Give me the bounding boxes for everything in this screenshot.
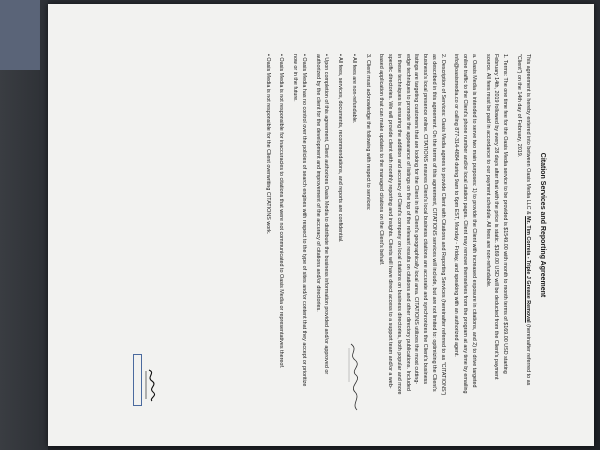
client-name: Mr. Tim Correia - Triple J Grease Removal xyxy=(524,216,531,323)
bullet-item: • Oasis Media is not responsible for inaccuracies to citations that were not communicated to Oasis Media or representatives thereof. xyxy=(278,54,285,369)
intro-text: This agreement is hereby entered into between Oasis Media LLC & xyxy=(524,54,531,215)
agreement-document xyxy=(48,10,588,440)
document-title: Citation Services and Reporting Agreement xyxy=(539,152,546,298)
handwritten-signature xyxy=(346,342,362,412)
purpose-paragraph: a. Oasis Media is intended to serve two main purposes: 1) to provide the Client with increased exposure in citations, and 2) to drive targeted online traffic to the Client's phone number and/or local citation pages. Client may remove themselves from the program at any time by emailing info@oasismedia.co or calling 877-314-4884 during 9am to 6pm EST, Monday - Friday, and speaking with an authorized agent. xyxy=(453,54,477,394)
signature-mark xyxy=(144,368,158,402)
bullet-item: • Oasis Media is not responsible for the Client overwriting CITATIONS work. xyxy=(264,54,271,235)
bullet-item: • All fees are non-refundable. xyxy=(350,54,357,124)
blue-stamp xyxy=(133,354,142,406)
bullet-item: • All fees, services, documents, recommendations, and reports are confidential. xyxy=(337,54,344,243)
terms-paragraph: 1. Terms: The one time fee for the Oasis Media service to be provided is $1549.00 with month to month terms of $169.00 USD starting February 14th, 2019 followed by every 28 days after that with the price is static. $169.00 USD will be deducted from the Client's payment source. All fees must be paid in accordance to our payment schedule. All fees are non-refundable. xyxy=(484,54,509,380)
intro-paragraph xyxy=(514,54,532,396)
acknowledge-paragraph: 3. Client must acknowledge the following with respect to services: xyxy=(364,54,371,211)
intro-rest: (hereinafter referred to as "Client") on the 14th day of February, 2019. xyxy=(515,54,531,386)
paper-sheet xyxy=(48,4,594,446)
bullet-item: • Oasis Media has no control over the policies of search engines with respect to the type of sites and/or content that they accept or prioritize now or in the future. xyxy=(292,54,307,387)
description-paragraph: 2. Description of Services: Oasis Media agrees to provide Client with Citations and Reporting Services (hereinafter referred to as "CITATIONS") as described in this agreement. On the terms of this agreement, CITATIONS services will include, but are not limited to: optimizing the Client's business's local presence online. CITATIONS ensures Client's local business citations are accurate and synchronizes the Client's business listings are targeting customers that are looking for the Client in the Client's geographically local area. CITATIONS utilizes the most cutting-edge techniques to promote the appearance of listings on the top of the relevant results on citations and other directory publications. Included in these techniques is ensuring the addition and accuracy of Client's company on local citations on business directories, both popular and more specific directories. We will provide client with monthly reporting and insights. Clients will have direct access to a support team and/or a web-based application that can make updates to the managed citations on the Client's behalf. xyxy=(378,54,446,396)
bullet-item: • Upon completion of this agreement, Client authorizes Oasis Media to distribute the business information provided and/or approved or authorized by the client for the development and improvement of the accuracy of citations and/or directories. xyxy=(314,54,330,375)
background-blue-object xyxy=(0,0,40,70)
